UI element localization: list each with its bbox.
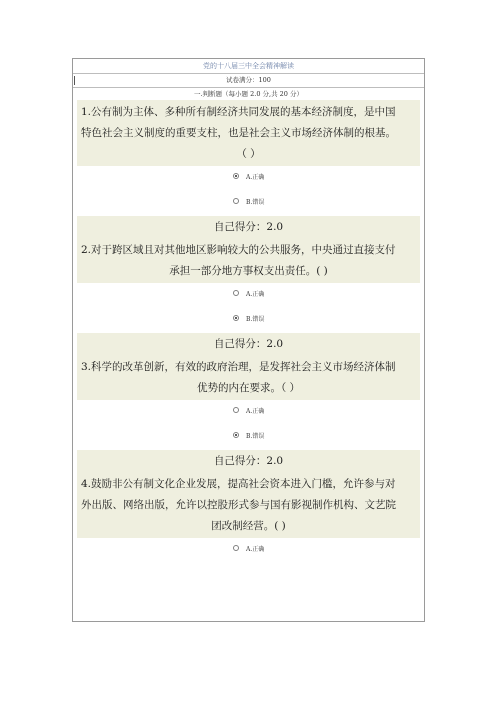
option-a-correct[interactable] (73, 400, 424, 425)
radio-button[interactable] (233, 198, 239, 204)
option-label: A.正确 (246, 408, 265, 415)
option-label: A.正确 (246, 291, 265, 298)
question-text-line: 1.公有制为主体、多种所有制经济共同发展的基本经济制度，是中国 (81, 106, 396, 118)
option-label: A.正确 (246, 174, 265, 181)
question-text-line: 特色社会主义制度的重要支柱，也是社会主义市场经济体制的根基。 (81, 127, 396, 139)
question-score: 自己得分：2.0 (77, 450, 420, 472)
radio-button-selected[interactable] (233, 315, 239, 321)
exam-sheet (72, 58, 425, 622)
radio-button-selected[interactable] (233, 432, 239, 438)
radio-button[interactable] (233, 407, 239, 413)
option-label: B.错误 (246, 433, 265, 440)
radio-button[interactable] (233, 290, 239, 296)
radio-button[interactable] (233, 545, 239, 551)
option-b-wrong[interactable] (73, 425, 424, 450)
question-text-line: （ ） (236, 148, 261, 160)
question-text-line: 3.科学的改革创新，有效的政府治理，是发挥社会主义市场经济体制 (81, 361, 396, 373)
option-a-correct[interactable] (73, 538, 424, 563)
radio-button-selected[interactable] (233, 173, 239, 179)
option-a-correct[interactable] (73, 283, 424, 308)
question-text-line: 外出版、网络出版，允许以控股形式参与国有影视制作机构、文艺院 (81, 499, 396, 511)
total-score-row (73, 74, 424, 88)
question-score: 自己得分：2.0 (77, 333, 420, 355)
option-b-wrong[interactable] (73, 308, 424, 333)
option-label: B.错误 (246, 199, 265, 206)
exam-title: 党的十八届三中全会精神解读 (73, 59, 424, 74)
total-score: 试卷满分：100 (226, 76, 271, 84)
question-3 (77, 355, 420, 400)
question-1 (77, 100, 420, 166)
option-label: B.错误 (246, 316, 265, 323)
text-cursor (74, 76, 75, 85)
option-b-wrong[interactable] (73, 191, 424, 216)
question-text-line: 承担一部分地方事权支出责任。( ) (169, 265, 328, 277)
question-text-line: 4.鼓励非公有制文化企业发展，提高社会资本进入门槛，允许参与对 (81, 478, 396, 490)
question-text-line: 2.对于跨区域且对其他地区影响较大的公共服务，中央通过直接支付 (81, 244, 396, 256)
question-2 (77, 238, 420, 283)
section-heading: 一.判断题（每小题 2.0 分,共 20 分） (193, 90, 303, 98)
question-text-line: 优势的内在要求。（ ） (196, 382, 301, 394)
question-text-line: 团改制经营。( ) (211, 520, 286, 532)
question-score: 自己得分：2.0 (77, 216, 420, 238)
question-4 (77, 472, 420, 538)
option-label: A.正确 (246, 546, 265, 553)
option-a-correct[interactable] (73, 166, 424, 191)
